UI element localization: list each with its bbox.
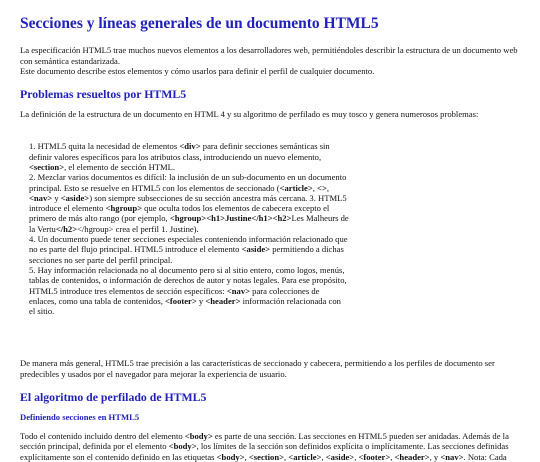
text-run: , — [326, 182, 329, 193]
problem-item — [29, 172, 349, 234]
code-tag-text: </h2> — [55, 223, 78, 234]
text-run: , — [354, 451, 359, 462]
intro-line-2: Este documento describe estos elementos y cómo usarlos para definir el perfil de cualquier documento. — [20, 66, 375, 77]
text-run: información relacionada con el sitio. — [29, 295, 341, 317]
text-run: , — [312, 182, 318, 193]
text-run: para colecciones de enlaces, como una tabla de contenidos, — [29, 285, 320, 306]
code-tag-text: <footer> — [358, 451, 391, 462]
code-tag-text: <> — [317, 182, 327, 193]
problems-closing-paragraph: De manera más general, HTML5 trae precisión a las características de seccionado y cabecera, permitiendo a los perfiles de documento ser predecibles y usados por el navegador para mejorar la experiencia de usuario. — [20, 358, 495, 380]
code-tag-text: <aside> — [60, 192, 90, 203]
code-tag-text: <aside> — [325, 451, 355, 462]
text-run: 4. Un documento puede tener secciones especiales conteniendo información relacionado que no es parte del flujo principal. HTML5 introduce el elemento — [29, 234, 348, 255]
problems-lead-paragraph: La definición de la estructura de un documento en HTML 4 y su algoritmo de perfilado es muy tosco y genera numerosos problemas: — [20, 108, 479, 119]
text-run: . Nota: Cada — [463, 451, 507, 462]
text-run: y — [52, 192, 61, 203]
text-run: y — [196, 295, 206, 306]
problems-list — [29, 141, 349, 316]
code-tag-text: <hgroup><h1>Justine</h1><h2> — [169, 213, 292, 224]
problem-item — [29, 141, 349, 172]
intro-paragraph — [20, 45, 520, 77]
text-run: , y — [429, 451, 441, 462]
text-run: , — [284, 451, 289, 462]
subsection-heading-defining-sections: Definiendo secciones en HTML5 — [20, 411, 140, 422]
text-run: , los límites de la sección son definidos explícita o implícitamente. Las secciones definidas explícitamente son el contenido definido en las etiquetas — [20, 441, 509, 462]
text-run: para definir secciones semánticas sin definir valores específicos para los atributos class, introduciendo un nuevo elemento, — [29, 141, 330, 162]
code-tag-text: <body> — [168, 441, 197, 452]
code-tag-text: <div> — [179, 141, 201, 152]
intro-line-1: La especificación HTML5 trae muchos nuevos elementos a los desarrolladores web, permitiéndoles describir la estructura de un documento web con semántica estandarizada. — [20, 45, 518, 66]
text-run: 1. HTML5 quita la necesidad de elementos — [29, 141, 180, 152]
text-run: , — [244, 451, 249, 462]
code-tag-text: <header> — [394, 451, 430, 462]
text-run: es parte de una sección. Las secciones en HTML5 pueden ser anidadas. Además de la sección principal, definida por el elemento — [20, 430, 509, 452]
problem-item — [29, 265, 349, 316]
page-title: Secciones y líneas generales de un documento HTML5 — [20, 15, 379, 32]
code-tag-text: <body> — [184, 430, 213, 441]
code-tag-text: <article> — [279, 182, 313, 193]
code-tag-text: <section> — [248, 451, 284, 462]
text-run: Todo el contenido incluido dentro del elemento — [20, 430, 185, 441]
code-tag-text: <nav> — [29, 192, 53, 203]
text-run: 2. Mezclar varios documentos es difícil: la inclusión de un sub-documento en un documento principal. Esto se resuelve en HTML5 con los elementos de seccionado ( — [29, 172, 347, 193]
section-heading-problems: Problemas resueltos por HTML5 — [20, 86, 187, 101]
section-heading-algorithm: El algoritmo de perfilado de HTML5 — [20, 389, 207, 404]
code-tag-text: <hgroup> — [105, 203, 142, 214]
code-tag-text: <header> — [205, 295, 241, 306]
text-run: ) son siempre subsecciones de su sección ancestra más cercana. 3. HTML5 introduce el elemento — [29, 192, 347, 214]
code-tag-text: <aside> — [241, 244, 271, 255]
text-run: , — [390, 451, 395, 462]
code-tag-text: <footer> — [165, 295, 197, 306]
code-tag-text: <body> — [216, 451, 245, 462]
text-run: </hgroup> crea el perfil 1. Justine). — [77, 223, 199, 234]
problem-item — [29, 234, 349, 265]
code-tag-text: <section> — [29, 161, 65, 172]
code-tag-text: <nav> — [440, 451, 464, 462]
text-run: , — [321, 451, 326, 462]
defining-sections-paragraph — [20, 431, 520, 462]
text-run: , el elemento de sección HTML. — [64, 161, 176, 172]
code-tag-text: <nav> — [226, 285, 251, 296]
text-run: permitiendo a dichas secciones no ser parte del perfil principal. — [29, 244, 344, 265]
text-run: que oculta todos los elementos de cabecera excepto el primero de más alto rango (por ejemplo, — [29, 203, 330, 224]
text-run: 5. Hay información relacionada no al documento pero si al sitio entero, como logos, menús, tablas de contenidos, o información de derechos de autor y notas legales. Para ese propósito, HTML5 introduce tres elementos de sección específicos: — [29, 264, 347, 296]
text-run: Les Malheurs de la Vertu — [29, 213, 349, 234]
code-tag-text: <article> — [288, 451, 322, 462]
